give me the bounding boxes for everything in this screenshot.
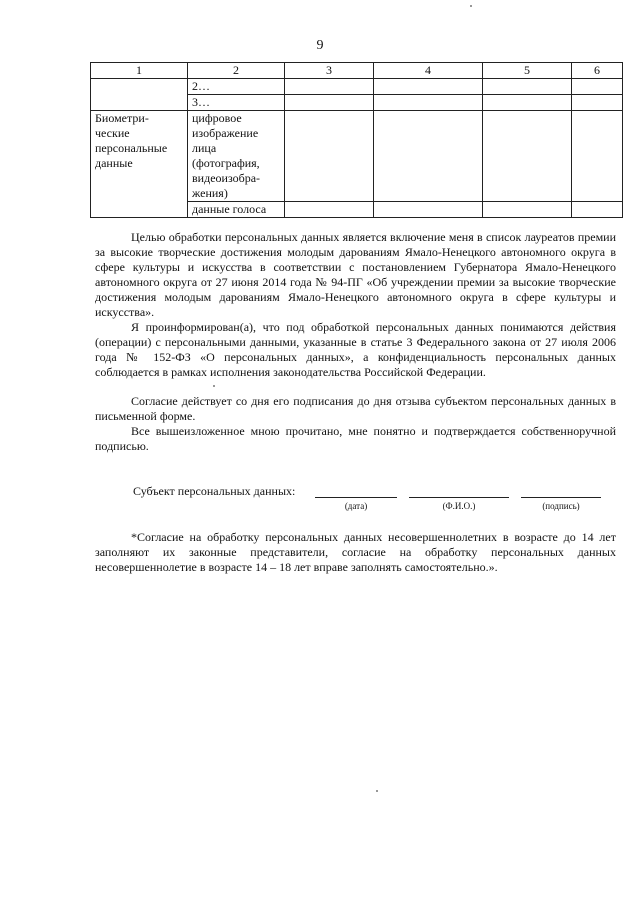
bio-label-line: ческие — [95, 126, 130, 140]
table-cell — [572, 111, 623, 202]
informed-paragraph — [95, 320, 616, 380]
bio-item-line: изображение — [192, 126, 259, 140]
signature-caption: (подпись) — [542, 501, 580, 511]
signature-block — [133, 484, 613, 518]
table-cell — [374, 95, 483, 111]
paragraph-text: Целью обработки персональных данных является включение меня в список лауреатов премии за высокие творческие достижения молодым дарованиям Ямало-Ненецкого автономного округа в сфере культуры и искусства в соответствии с постановлением Губернатора Ямало-Ненецкого автономного округа от 27 июня 2014 года № 94-ПГ «Об учреждении премии за высокие творческие достижения молодым дарованиям Ямало-Ненецкого автономного округа в сфере культуры и искусства». — [95, 230, 616, 319]
table-header-row — [91, 63, 623, 79]
table-cell — [91, 79, 188, 111]
bio-label-line: Биометри- — [95, 111, 149, 125]
table-cell — [374, 79, 483, 95]
name-line — [409, 497, 509, 498]
scan-speck — [213, 385, 215, 387]
bio-item-line: жения) — [192, 186, 228, 200]
footnote-text: *Согласие на обработку персональных данных несовершеннолетних в возрасте до 14 лет заполняют их законные представители, согласие на обработку персональных данных несовершеннолетие в возрасте 14 – 18 лет вправе заполнять самостоятельно.». — [95, 530, 616, 574]
page-number: 9 — [316, 38, 324, 53]
table-cell — [374, 202, 483, 218]
header-cell: 5 — [483, 63, 572, 79]
bio-item-line: лица — [192, 141, 217, 155]
table-cell — [285, 202, 374, 218]
validity-paragraph — [95, 394, 616, 424]
table-cell — [483, 95, 572, 111]
biometric-label-cell — [91, 111, 188, 218]
name-caption: (Ф.И.О.) — [442, 501, 476, 511]
table-cell: 3… — [188, 95, 285, 111]
table-cell — [483, 202, 572, 218]
table-cell — [483, 111, 572, 202]
signature-label: Субъект персональных данных: — [133, 484, 296, 498]
bio-label-line: персональные — [95, 141, 168, 155]
table-row — [91, 79, 623, 95]
bio-item-line: видеоизобра- — [192, 171, 261, 185]
table-cell — [285, 111, 374, 202]
scan-speck — [376, 790, 378, 792]
paragraph-text: Все вышеизложенное мною прочитано, мне понятно и подтверждается собственноручной подписью. — [95, 424, 616, 453]
biometric-item-cell — [188, 111, 285, 202]
header-cell: 4 — [374, 63, 483, 79]
table-cell — [285, 95, 374, 111]
footnote — [95, 530, 616, 575]
confirmation-paragraph — [95, 424, 616, 454]
table-cell: 2… — [188, 79, 285, 95]
table-row — [91, 111, 623, 202]
header-cell: 2 — [188, 63, 285, 79]
table-cell — [572, 95, 623, 111]
header-cell: 3 — [285, 63, 374, 79]
scan-speck — [470, 5, 472, 7]
paragraph-text: Согласие действует со дня его подписания до дня отзыва субъектом персональных данных в письменной форме. — [95, 394, 616, 423]
bio-item-line: цифровое — [192, 111, 242, 125]
data-table — [90, 62, 623, 218]
bio-item-line: (фотография, — [192, 156, 260, 170]
table-cell — [572, 202, 623, 218]
date-line — [315, 497, 397, 498]
header-cell: 6 — [572, 63, 623, 79]
table-cell — [374, 111, 483, 202]
purpose-paragraph — [95, 230, 616, 320]
bio-label-line: данные — [95, 156, 133, 170]
paragraph-text: Я проинформирован(а), что под обработкой персональных данных понимаются действия (операции) с персональными данными, указанные в статье 3 Федерального закона от 27 июля 2006 года № 152-ФЗ «О персональных данных», а конфиденциальность персональных данных соблюдается в рамках исполнения законодательства Российской Федерации. — [95, 320, 616, 379]
table-cell — [572, 79, 623, 95]
table-cell — [285, 79, 374, 95]
table-cell — [483, 79, 572, 95]
date-caption: (дата) — [344, 501, 368, 511]
signature-line — [521, 497, 601, 498]
header-cell: 1 — [91, 63, 188, 79]
voice-item-cell: данные голоса — [188, 202, 285, 218]
